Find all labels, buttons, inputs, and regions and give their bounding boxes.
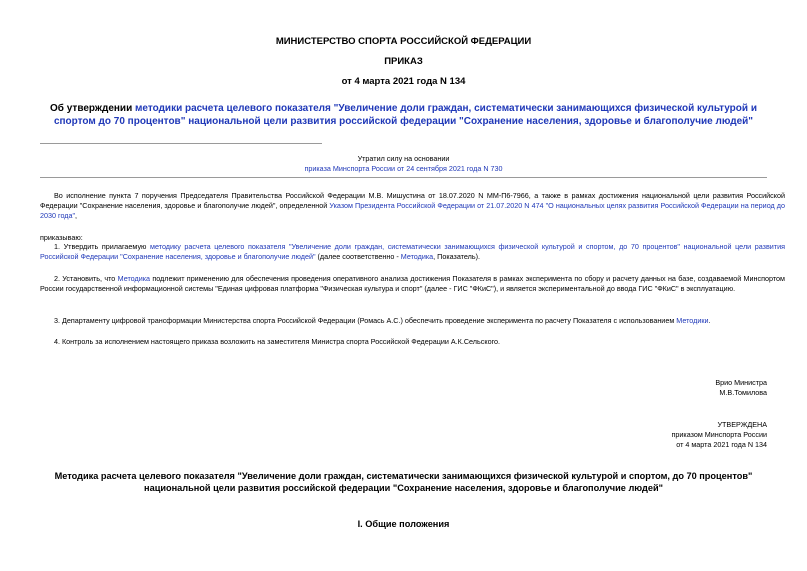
item-3-methodiki-link[interactable]: Методики [676, 316, 709, 325]
order-item-4: 4. Контроль за исполнением настоящего приказа возложить на заместителя Министра спорта Российской Федерации А.К.Сельского. [54, 337, 501, 346]
signature-name: М.В.Томилова [719, 388, 767, 397]
item-3-text: 3. Департаменту цифровой трансформации Министерства спорта Российской Федерации (Ромась А.С.) обеспечить проведение эксперимента по расчету Показателя с использованием [54, 316, 677, 325]
section-heading: I. Общие положения [357, 519, 450, 529]
item-2-text: 2. Установить, что [54, 274, 118, 283]
title-prefix: Об утверждении [50, 103, 135, 114]
approval-line-1: приказом Минспорта России [671, 430, 767, 439]
method-title: Методика расчета целевого показателя "Увеличение доли граждан, систематически занимающихся физической культурой и спортом, до 70 процентов" национальной цели развития российской федерации "Сохранение населения, здоровье и благополучие людей" [54, 471, 753, 493]
title-method-link[interactable]: методики расчета целевого показателя "Увеличение доли граждан, систематически занимающихся физической культурой и спортом до 70 процентов" национальной цели развития российской федерации "Сохранение населения, здоровье и благополучие людей" [53, 103, 757, 127]
ministry-name: МИНИСТЕРСТВО СПОРТА РОССИЙСКОЙ ФЕДЕРАЦИИ [275, 36, 532, 47]
order-item-1 [40, 242, 785, 262]
status-repeal-link[interactable]: приказа Минспорта России от 24 сентября 2021 года N 730 [304, 164, 503, 173]
approval-block [672, 420, 767, 450]
document-title [40, 102, 767, 128]
order-word: приказываю: [40, 233, 83, 242]
preamble-end: , [75, 211, 78, 220]
item-1-methodika-link[interactable]: Методика [400, 252, 434, 261]
signature-role: Врио Министра [715, 378, 767, 387]
preamble-text: Во исполнение пункта 7 поручения Председателя Правительства Российской Федерации М.В. Мишустина от 18.07.2020 N ММ-П6-7966, а также в рамках достижения национальной цели развития Российской Федерации "Сохранение населения, здоровье и благополучие людей", определенной [40, 191, 785, 210]
document-type: ПРИКАЗ [384, 56, 423, 67]
document-date-number: от 4 марта 2021 года N 134 [341, 76, 466, 87]
item-1-text: 1. Утвердить прилагаемую [54, 242, 151, 251]
status-bottom-rule [40, 177, 767, 178]
item-1-text-2: (далее соответственно - [315, 252, 401, 261]
preamble-paragraph [40, 191, 785, 221]
order-item-3 [40, 316, 785, 326]
item-1-method-link[interactable]: методику расчета целевого показателя "Увеличение доли граждан, систематически занимающихся физической культурой и спортом, до 70 процентов" национальной цели развития Российской Федерации "Сохранение населения, здоровье и благополучие людей" [40, 242, 785, 261]
signature-block [715, 378, 767, 398]
item-3-end: . [708, 316, 711, 325]
status-top-rule [40, 143, 322, 144]
item-2-methodika-link[interactable]: Методика [117, 274, 151, 283]
status-line: Утратил силу на основании [357, 154, 450, 163]
status-note [40, 154, 767, 174]
item-2-text-2: подлежит применению для обеспечения проведения оперативного анализа достижения Показателя в рамках эксперимента по сбору и расчету данных на базе, создаваемой Минспортом России государственной информационной системы "Единая цифровая платформа "Физическая культура и спорт" (далее - ГИС "ФКиС"), и является экспериментальной до ввода ГИС "ФКиС" в эксплуатацию. [40, 274, 785, 293]
order-item-2 [40, 274, 785, 294]
approval-word: УТВЕРЖДЕНА [717, 420, 767, 429]
item-1-text-3: , Показатель). [433, 252, 480, 261]
approval-line-2: от 4 марта 2021 года N 134 [676, 440, 767, 449]
presidential-decree-link[interactable]: Указом Президента Российской Федерации от 21.07.2020 N 474 "О национальных целях развития Российской Федерации на период до 2030 года" [40, 201, 785, 220]
